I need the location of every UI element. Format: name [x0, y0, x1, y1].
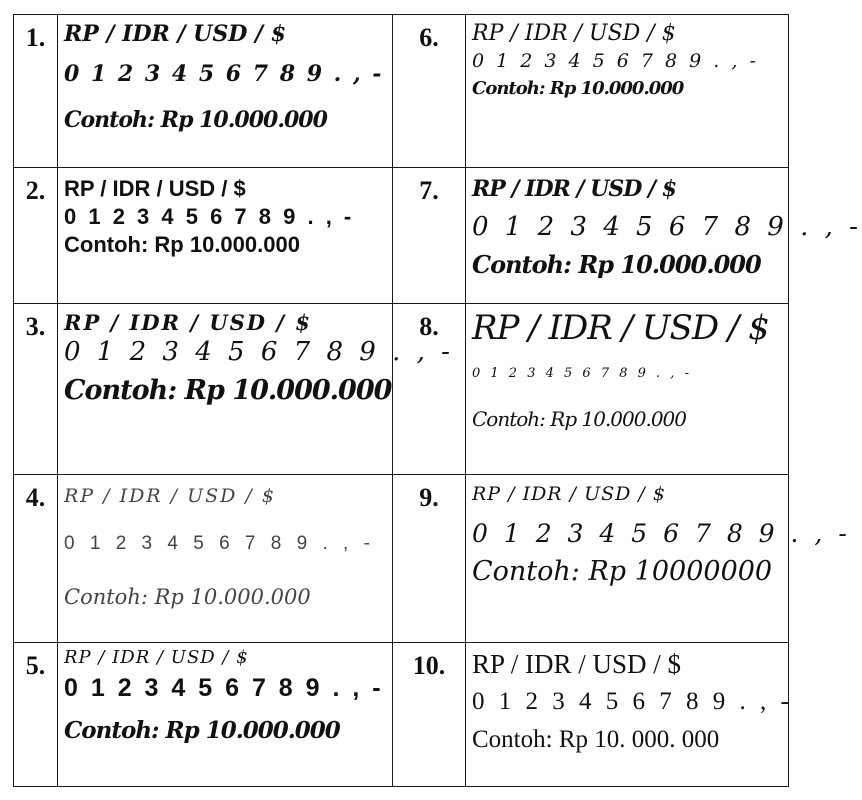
- table-row: [14, 168, 789, 304]
- currency-symbols-line: RP / IDR / USD / $: [472, 308, 769, 348]
- font-sample-9: [466, 475, 851, 643]
- sample-number: 5.: [14, 643, 58, 787]
- currency-symbols-line: RP / IDR / USD / $: [472, 483, 666, 505]
- font-sample-8: [466, 304, 789, 475]
- font-sample-2: [58, 168, 393, 304]
- digits-line: 0 1 2 3 4 5 6 7 8 9 . , -: [64, 674, 384, 702]
- digits-line: 0 1 2 3 4 5 6 7 8 9 . , -: [64, 61, 384, 87]
- font-sample-6: [466, 15, 789, 168]
- sample-number: 2.: [14, 168, 58, 304]
- font-sample-table: [13, 14, 862, 787]
- currency-symbols-line: RP / IDR / USD / $: [64, 310, 312, 335]
- example-line: Contoh: Rp 10. 000. 000: [472, 726, 720, 753]
- sample-number: 7.: [393, 168, 466, 304]
- table-row: [14, 643, 789, 787]
- currency-symbols-line: RP / IDR / USD / $: [64, 485, 276, 507]
- currency-symbols-line: RP / IDR / USD / $: [64, 647, 249, 668]
- font-sample-3: [58, 304, 454, 475]
- example-line: Contoh: Rp 10.000.000: [64, 585, 311, 609]
- sample-number: 4.: [14, 475, 58, 643]
- currency-symbols-line: RP / IDR / USD / $: [64, 176, 246, 201]
- table-row: [14, 15, 789, 168]
- example-line: Contoh: Rp 10.000.000: [472, 407, 687, 431]
- digits-line: 0 1 2 3 4 5 6 7 8 9 . , -: [64, 337, 454, 367]
- sample-number: 9.: [393, 475, 466, 643]
- sample-number: 3.: [14, 304, 58, 475]
- currency-symbols-line: RP / IDR / USD / $: [472, 21, 676, 46]
- sample-number: 8.: [393, 304, 466, 475]
- example-line: Contoh: Rp 10.000.000: [64, 107, 327, 133]
- font-sample-5: [58, 643, 393, 787]
- currency-symbols-line: RP / IDR / USD / $: [472, 649, 682, 679]
- font-sample-10: [466, 643, 793, 787]
- font-sample-1: [58, 15, 393, 168]
- example-line: Contoh: Rp 10.000.000: [472, 250, 761, 279]
- example-line: Contoh: Rp 10.000.000: [64, 375, 392, 406]
- digits-line: 0 1 2 3 4 5 6 7 8 9 . , -: [472, 50, 759, 72]
- example-line: Contoh: Rp 10.000.000: [472, 78, 684, 99]
- digits-line: 0 1 2 3 4 5 6 7 8 9 . , -: [472, 688, 793, 715]
- digits-line: 0 1 2 3 4 5 6 7 8 9 . , -: [472, 212, 862, 242]
- example-line: Contoh: Rp 10.000.000: [64, 717, 340, 744]
- sample-number: 6.: [393, 15, 466, 168]
- font-sample-7: [466, 168, 862, 304]
- currency-symbols-line: RP / IDR / USD / $: [472, 176, 676, 202]
- digits-line: 0 1 2 3 4 5 6 7 8 9 . , -: [64, 533, 375, 554]
- digits-line: 0 1 2 3 4 5 6 7 8 9 . , -: [472, 519, 851, 548]
- digits-line: 0 1 2 3 4 5 6 7 8 9 . , -: [472, 366, 692, 381]
- currency-symbols-line: RP / IDR / USD / $: [64, 21, 286, 47]
- digits-line: 0 1 2 3 4 5 6 7 8 9 . , -: [64, 204, 355, 229]
- sample-number: 1.: [14, 15, 58, 168]
- example-line: Contoh: Rp 10000000: [472, 556, 773, 587]
- example-line: Contoh: Rp 10.000.000: [64, 232, 300, 257]
- table-row: [14, 475, 789, 643]
- font-sample-4: [58, 475, 393, 643]
- table-row: [14, 304, 789, 475]
- sample-number: 10.: [393, 643, 466, 787]
